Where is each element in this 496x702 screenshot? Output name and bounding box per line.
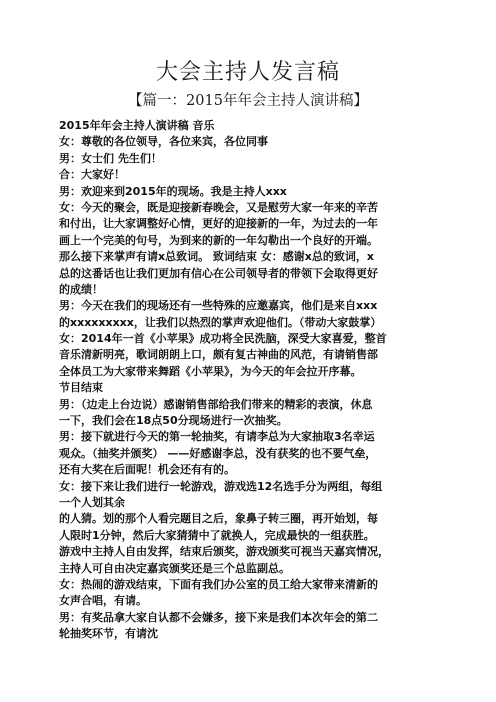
body-line: 男：欢迎来到2015年的现场。我是主持人xxx: [59, 184, 287, 198]
body-line: 人限时1分钟，然后大家猜猜中了就换人，完成最快的一组获胜。: [59, 528, 375, 542]
body-line: 女：接下来让我们进行一轮游戏，游戏选12名选手分为两组，每组: [59, 479, 383, 493]
document-body: [59, 118, 449, 643]
body-line: 全体员工为大家带来舞蹈《小苹果》，为今天的年会拉开序幕。: [59, 364, 362, 378]
body-line: 一个人划其余: [59, 495, 125, 509]
body-line: 2015年年会主持人演讲稿 音乐: [59, 119, 215, 132]
body-line: 男：有奖品拿大家自认都不会嫌多，接下来是我们本次年会的第二: [59, 610, 378, 624]
body-line: 游戏中主持人自由发挥，结束后颁奖，游戏颁奖可视当天嘉宾情况，: [59, 545, 389, 559]
body-line: 的成绩！: [59, 282, 103, 296]
body-line: 女：今天的聚会，既是迎接新春晚会，又是慰劳大家一年来的辛苦: [59, 200, 378, 214]
body-line: 轮抽奖环节，有请沈: [59, 627, 158, 641]
body-line: 女声合唱，有请。: [59, 594, 147, 608]
body-line: 男：今天在我们的现场还有一些特殊的应邀嘉宾，他们是来自xxx: [59, 299, 378, 313]
body-line: 和付出，让大家调整好心情，更好的迎接新的一年，为过去的一年: [59, 217, 378, 231]
body-line: 男：女士们 先生们！: [59, 151, 162, 165]
body-line: 女：2014年一首《小苹果》成功将全民洗脑，深受大家喜爱，整首: [59, 332, 387, 346]
body-line: 的xxxxxxxxx，让我们以热烈的掌声欢迎他们。（带动大家鼓掌）: [59, 315, 382, 329]
body-line: 一下，我们会在18点50分现场进行一次抽奖。: [59, 414, 288, 428]
body-line: 那么接下来掌声有请x总致词。 致词结束 女：感谢x总的致词，x: [59, 250, 374, 264]
body-line: 节目结束: [59, 381, 103, 395]
body-line: 音乐清新明亮，歌词朗朗上口，颇有复古神曲的风范，有请销售部: [59, 348, 378, 362]
document-subtitle: 【篇一：2015年年会主持人演讲稿】: [128, 93, 368, 109]
body-line: 女：尊敬的各位领导，各位来宾，各位同事: [59, 135, 268, 149]
document-title: 大会主持人发言稿: [155, 60, 340, 85]
body-line: 主持人可自由决定嘉宾颁奖还是三个总监副总。: [59, 561, 290, 575]
body-line: 男：（边走上台边说）感谢销售部给我们带来的精彩的表演，休息: [59, 397, 373, 411]
body-line: 总的这番话也让我们更加有信心在公司领导者的带领下会取得更好: [59, 266, 378, 280]
body-line: 观众。（抽奖并颁奖） ——好感谢李总，没有获奖的也不要气垒，: [59, 446, 377, 460]
body-line: 女：热闹的游戏结束，下面有我们办公室的员工给大家带来清新的: [59, 577, 378, 591]
body-line: 的人猜。划的那个人看完题目之后，象鼻子转三圈，再开始划，每: [59, 512, 378, 526]
body-line: 画上一个完美的句号，为到来的新的一年勾勒出一个良好的开端。: [59, 233, 378, 247]
body-line: 还有大奖在后面呢！机会还有有的。: [59, 463, 235, 477]
body-line: 合：大家好！: [59, 168, 125, 182]
body-line: 男：接下就进行今天的第一轮抽奖，有请李总为大家抽取3名幸运: [59, 430, 375, 444]
